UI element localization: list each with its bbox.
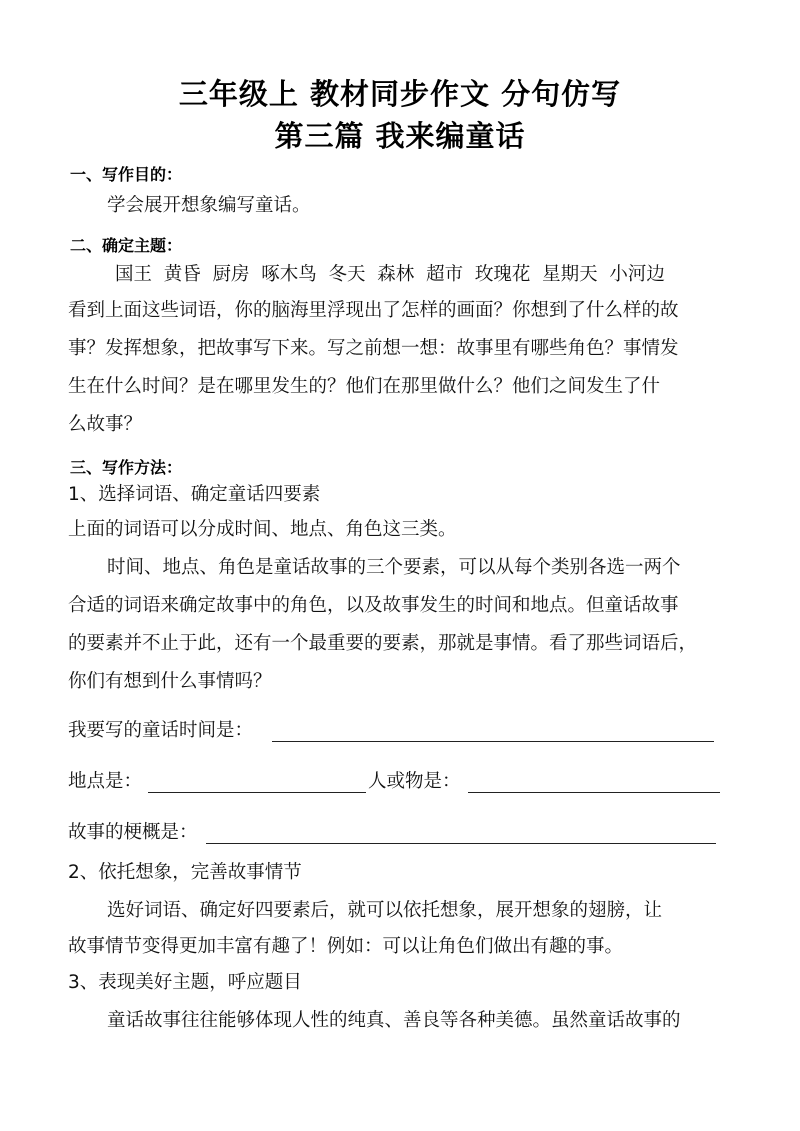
paragraph-line: 时间、地点、角色是童话故事的三个要素，可以从每个类别各选一两个 <box>107 557 681 578</box>
method1-intro: 上面的词语可以分成时间、地点、角色这三类。 <box>68 519 457 540</box>
section3-heading: 三、写作方法： <box>70 458 183 477</box>
paragraph-line: 故事情节变得更加丰富有趣了！例如：可以让角色们做出有趣的事。 <box>68 936 624 957</box>
paragraph-line: 生在什么时间？是在哪里发生的？他们在那里做什么？他们之间发生了什 <box>68 376 661 397</box>
paragraph-line: 么故事？ <box>68 414 143 435</box>
time-label: 我要写的童话时间是： <box>68 720 254 741</box>
paragraph-line: 童话故事往往能够体现人性的纯真、善良等各种美德。虽然童话故事的 <box>107 1010 681 1031</box>
document-title: 三年级上 教材同步作文 分句仿写 <box>178 77 622 111</box>
paragraph-line: 事？发挥想象，把故事写下来。写之前想一想：故事里有哪些角色？事情发 <box>68 338 679 359</box>
place-label: 地点是： <box>68 771 143 792</box>
section1-text: 学会展开想象编写童话。 <box>107 195 311 216</box>
place-blank[interactable] <box>148 792 366 793</box>
section1-heading: 一、写作目的： <box>70 165 183 184</box>
outline-label: 故事的梗概是： <box>68 822 198 843</box>
paragraph-line: 选好词语、确定好四要素后，就可以依托想象，展开想象的翅膀，让 <box>107 900 663 921</box>
method1-title: 1、选择词语、确定童话四要素 <box>68 484 321 505</box>
paragraph-line: 你们有想到什么事情吗？ <box>68 671 272 692</box>
method2-title: 2、依托想象，完善故事情节 <box>68 862 302 883</box>
time-blank[interactable] <box>272 741 714 742</box>
outline-blank[interactable] <box>206 843 716 844</box>
character-blank[interactable] <box>468 792 720 793</box>
section2-heading: 二、确定主题： <box>70 236 183 255</box>
paragraph-line: 看到上面这些词语，你的脑海里浮现出了怎样的画面？你想到了什么样的故 <box>68 300 679 321</box>
document-subtitle: 第三篇 我来编童话 <box>274 119 526 153</box>
paragraph-line: 合适的词语来确定故事中的角色，以及故事发生的时间和地点。但童话故事 <box>68 595 679 616</box>
theme-word-list: 国王 黄昏 厨房 啄木鸟 冬天 森林 超市 玫瑰花 星期天 小河边 <box>115 264 665 285</box>
character-label: 人或物是： <box>368 771 461 792</box>
method3-title: 3、表现美好主题，呼应题目 <box>68 972 302 993</box>
paragraph-line: 的要素并不止于此，还有一个最重要的要素，那就是事情。看了那些词语后， <box>68 633 698 654</box>
